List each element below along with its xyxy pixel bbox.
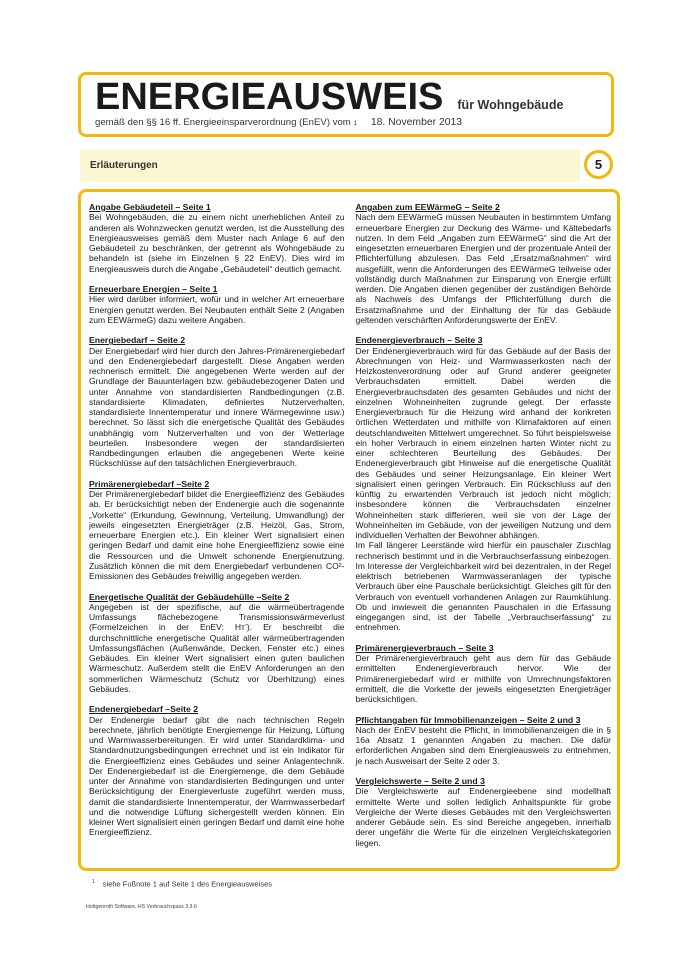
footnote-mark: 1 [353,121,357,127]
section-heading: Endenergieverbrauch – Seite 3 [355,335,483,346]
section-paragraph: Hier wird darüber informiert, wofür und in welcher Art erneuerbare Energien genutzt werden. Bei Neubauten enthält Seite 2 (Angaben zum EEWärmeG) dazu weitere Angaben. [89,294,345,325]
section-heading: Vergleichswerte – Seite 2 und 3 [355,776,485,786]
document-type: für Wohngebäude [457,98,564,112]
footnote-number: 1 [92,879,95,885]
section-bar [80,150,580,182]
section-heading: Erneuerbare Energien – Seite 1 [89,284,218,294]
document-header [78,72,614,137]
left-column [89,202,345,862]
software-credit: Hottgenroth Software, HS Verbrauchspass 3.3.6 [86,903,197,910]
section-paragraph: Nach der EnEV besteht die Pflicht, in Immobilienanzeigen die in § 16a Absatz 1 genannten Angaben zu machen. Die dafür erforderlichen Angaben sind dem Energieausweis zu entnehmen, je nach Ausweisart der Seite 2 oder 3. [355,724,611,766]
section-heading: Energetische Qualität der Gebäudehülle –Seite 2 [89,591,290,602]
explanation-section [356,335,612,632]
right-column [356,202,612,862]
section-title: Erläuterungen [90,160,158,171]
section-paragraph: Nach dem EEWärmeG müssen Neubauten in bestimmtem Umfang erneuerbare Energien zur Deckung des Wärme- und Kältebedarfs nutzen. In dem Feld „Angaben zum EEWärmeG“ sind die Art der eingesetzten erneuerbaren Energien und der prozentuale Anteil der Pflichterfüllung abzulesen. Das Feld „Ersatzmaßnahmen“ wird ausgefüllt, wenn die Anforderungen des EEWärmeG teilweise oder vollständig durch Maßnahmen zur Einsparung von Energie erfüllt werden. Die Angaben dienen gegenüber der zuständigen Behörde als Nachweis des Umfangs der Pflichterfüllung durch die Ersatzmaßnahme und der Einhaltung der für das Gebäude geltenden verschärften Anforderungswerte der EnEV. [355,212,611,325]
section-heading: Angaben zum EEWärmeG – Seite 2 [355,202,500,212]
section-heading: Pflichtangaben für Immobilienanzeigen – Seite 2 und 3 [355,714,581,725]
explanation-section [356,776,612,848]
section-heading: Primärenergiebedarf –Seite 2 [89,478,210,489]
footnote-text: siehe Fußnote 1 auf Seite 1 des Energieausweises [102,879,273,889]
section-paragraph: Angegeben ist der spezifische, auf die wärmeübertragende Umfassungs flächebezogene Transmissionswärmeverlust (Formelzeichen in der EnEV: Hᴛ’). Er beschreibt die durchschnittliche energetische Qualität aller wärmeübertragenden Umfassungsflächen (Außenwände, Decken, Fenster etc.) eines Gebäudes. Ein kleiner Wert signalisiert einen guten baulichen Wärmeschutz. Außerdem stellt die EnEV Anforderungen an den sommerlichen Wärmeschutz (Schutz vor Überhitzung) eines Gebäudes. [89,601,345,694]
section-heading: Energiebedarf – Seite 2 [89,335,186,346]
section-paragraph: Der Primärenergieverbrauch geht aus dem für das Gebäude ermittelten Endenergieverbrauch hervor. Wie der Primärenergiebedarf wird er mithilfe von Umrechnungsfaktoren ermittelt, die die Vorkette der jeweils eingesetzten Energieträger berücksichtigen. [355,653,611,704]
section-paragraph: Im Fall längerer Leerstände wird hierfür ein pauschaler Zuschlag rechnerisch bestimmt und in die Verbrauchserfassung einbezogen. Im Interesse der Vergleichbarkeit wird bei dezentralen, in der Regel elektrisch betriebenen Warmwasseranlagen der typische Verbrauch über eine Pauschale berücksichtigt. Gleiches gilt für den Verbrauch von eventuell vorhandenen Anlagen zur Raumkühlung. Ob und inwieweit die genannten Pauschalen in die Erfassung eingegangen sind, ist der Tabelle „Verbrauchserfassung“ zu entnehmen. [355,540,611,633]
title-row [95,77,599,117]
section-paragraph: Der Endenergie bedarf gibt die nach technischen Regeln berechnete, jährlich benötigte Energiemenge für Heizung, Lüftung und Warmwasserbereitungen. Er wird unter Standardklima- und Standardnutzungsbedingungen errechnet und ist ein Indikator für die Energieeffizienz eines Gebäudes und seiner Anlagentechnik. Der Endenergiebedarf ist die Energiemenge, die dem Gebäude unter der Annahme von standardisierten Bedingungen und unter Berücksichtigung der Energieverluste zugeführt werden muss, damit die standardisierte Innentemperatur, der Warmwasserbedarf und die notwendige Lüftung sichergestellt werden können. Ein kleiner Wert signalisiert einen geringen Bedarf und damit eine hohe Energieeffizienz. [89,714,345,838]
explanation-section [89,202,345,274]
section-paragraph: Der Primärenergiebedarf bildet die Energieeffizienz des Gebäudes ab. Er berücksichtigt neben der Endenergie auch die sogenannte „Vorkette“ (Erkundung, Gewinnung, Verteilung, Umwandlung) der jeweils eingesetzten Energieträger (z.B. Heizöl, Gas, Strom, erneuerbare Energien etc.). Ein kleiner Wert signalisiert einen geringen Bedarf und damit eine hohe Energieeffizienz sowie eine die Ressourcen und die Umwelt schonende Energienutzung. Zusätzlich können die mit dem Energiebedarf verbundenen CO²-Emissionen des Gebäudes freiwillig angegeben werden. [89,489,345,581]
explanations-box [78,189,620,871]
explanation-section [89,592,345,695]
page-number-badge: 5 [584,150,613,179]
explanation-section [89,284,345,325]
explanation-section [356,643,612,705]
explanation-section [89,335,345,468]
section-paragraph: Die Vergleichswerte auf Endenergieebene sind modellhaft ermittelte Werte und sollen lediglich Anhaltspunkte für grobe Vergleiche der Werte dieses Gebäudes mit den Vergleichswerten anderer Gebäude sein. Es sind Bereiche angegeben, innerhalb derer ungefähr die Werte für die einzelnen Vergleichskategorien liegen. [355,786,611,848]
explanation-section [89,479,345,582]
legal-basis-text: gemäß den §§ 16 ff. Energieeinsparverordnung (EnEV) vom [95,117,351,128]
explanation-section [89,704,345,837]
section-paragraph: Der Energiebedarf wird hier durch den Jahres-Primärenergiebedarf und den Endenergiebedarf dargestellt. Diese Angaben werden rechnerisch ermittelt. Die angegebenen Werte werden auf der Grundlage der Bauunterlagen bzw. gebäudebezogener Daten und unter Annahme von standardisierten Randbedingungen (z.B. standardisierte Klimadaten, definiertes Nutzerverhalten, standardisierte Innentemperatur und innere Wärmegewinne usw.) berechnet. So lässt sich die energetische Qualität des Gebäudes unabhängig vom Nutzerverhalten und von der Wetterlage beurteilen. Insbesondere wegen der standardisierten Randbedingungen erlauben die angegebenen Werte keine Rückschlüsse auf den tatsächlichen Energieverbrauch. [89,345,345,469]
section-heading: Primärenergieverbrauch – Seite 3 [355,642,494,653]
section-paragraph: Bei Wohngebäuden, die zu einem nicht unerheblichen Anteil zu anderen als Wohnzwecken genutzt werden, ist die Ausstellung des Energieausweises gemäß dem Muster nach Anlage 6 auf den Gebäudeteil zu beschränken, der getrennt als Wohngebäude zu behandeln ist (siehe im Einzelnen § 22 EnEV). Dies wird im Energieausweis durch die Angabe „Gebäudeteil“ deutlich gemacht. [89,212,345,274]
explanation-section [356,202,612,325]
legal-basis [95,117,599,130]
document-title: ENERGIEAUSWEIS [95,76,444,118]
section-bar-row [78,150,620,182]
section-paragraph: Der Endenergieverbrauch wird für das Gebäude auf der Basis der Abrechnungen von Heiz- und Warmwasserkosten nach der Heizkostenverordnung oder auf Grund anderer geeigneter Verbrauchsdaten ermittelt. Dabei werden die Energieverbrauchsdaten des gesamten Gebäudes und nicht der einzelnen Wohneinheiten zugrunde gelegt. Der erfasste Energieverbrauch für die Heizung wird anhand der konkreten örtlichen Wetterdaten und mithilfe von Klimafaktoren auf einen deutschlandweiten Mittelwert umgerechnet. So führt beispielsweise ein hoher Verbrauch in einem einzelnen harten Winter nicht zu einer schlechteren Beurteilung des Gebäudes. Der Endenergieverbrauch gibt Hinweise auf die energetische Qualität des Gebäudes und seiner Heizungsanlage. Ein kleiner Wert signalisiert einen geringen Verbrauch. Ein Rückschluss auf den künftig zu erwartenden Verbrauch ist jedoch nicht möglich; insbesondere können die Verbrauchsdaten einzelner Wohneinheiten stark differieren, weil sie von der Lage der Wohneinheiten im Gebäude, von der jeweiligen Nutzung und dem individuellen Verhalten der Bewohner abhängen. [355,345,611,540]
footnote [92,877,620,890]
regulation-date: 18. November 2013 [370,117,463,128]
section-heading: Angabe Gebäudeteil – Seite 1 [89,202,211,212]
explanation-section [356,715,612,766]
section-heading: Endenergiebedarf –Seite 2 [89,704,199,715]
